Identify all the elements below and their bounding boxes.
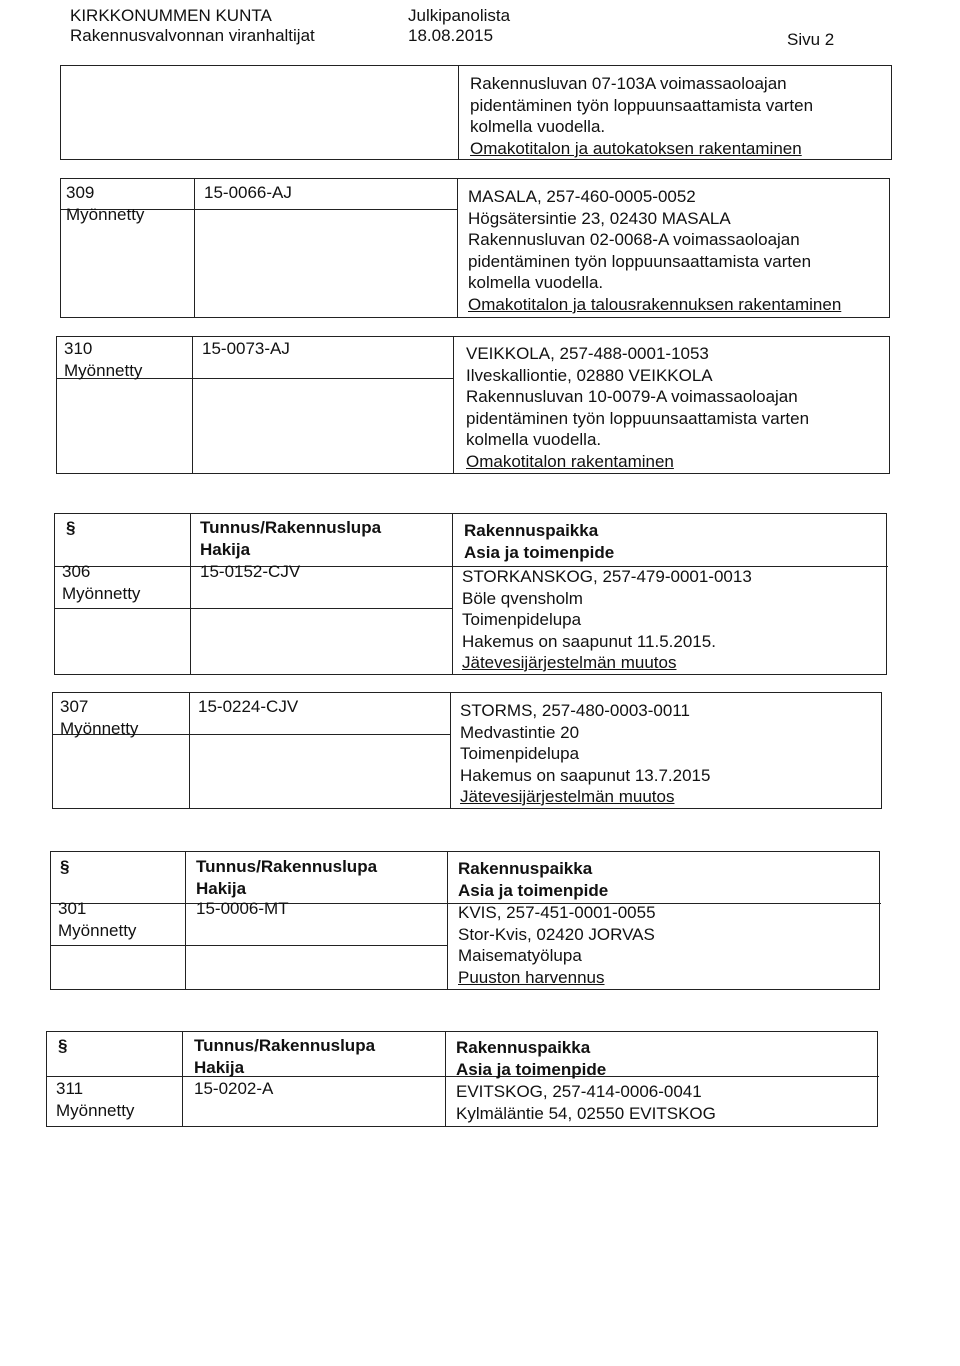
column-header: Rakennuspaikka [458,859,593,878]
column-subheader: Hakija [194,1057,245,1077]
carryover-line: kolmella vuodella. [470,117,606,136]
entry-309-number-cell [66,182,144,225]
detail-line: Rakennusluvan 10-0079-A voimassaoloajan [466,387,798,406]
carryover-line: Rakennusluvan 07-103A voimassaoloajan [470,74,787,93]
section-3-col2-header [194,1035,375,1078]
section-1-col3-header [464,520,614,563]
entry-status: Myönnetty [56,1100,135,1120]
column-header: Rakennuspaikka [456,1038,591,1057]
municipality-name: KIRKKONUMMEN KUNTA [70,6,272,25]
document-date: 18.08.2015 [408,26,494,45]
detail-line: Stor-Kvis, 02420 JORVAS [458,924,655,944]
detail-line: Högsätersintie 23, 02430 MASALA [468,208,731,228]
detail-line: Omakotitalon rakentaminen [466,451,674,471]
detail-line: Medvastintie 20 [460,722,580,742]
detail-line: Omakotitalon ja talousrakennuksen rakentaminen [468,294,842,314]
entry-311-id: 15-0202-A [194,1079,274,1098]
column-header: Tunnus/Rakennuslupa [200,518,382,537]
section-2-col3-header [458,858,608,901]
entry-301-details [458,902,656,988]
header-left [70,6,315,46]
entry-number: 309 [66,183,95,202]
page-number: Sivu 2 [787,30,835,49]
detail-line: Kylmäläntie 54, 02550 EVITSKOG [456,1103,716,1123]
entry-status: Myönnetty [64,360,143,380]
entry-status: Myönnetty [62,583,141,603]
column-header: Tunnus/Rakennuslupa [194,1036,376,1055]
section-1-col2-header [200,517,381,560]
entry-number: 311 [56,1079,84,1098]
entry-307-details [460,700,710,808]
detail-line: KVIS, 257-451-0001-0055 [458,903,656,922]
entry-number: 310 [64,339,93,358]
entry-number: 307 [60,697,89,716]
entry-306-id: 15-0152-CJV [200,562,301,581]
column-subheader: Hakija [196,878,247,898]
entry-status: Myönnetty [60,718,139,738]
entry-310-id: 15-0073-AJ [202,339,290,358]
section-2-col2-header [196,856,377,899]
carryover-line: Omakotitalon ja autokatoksen rakentaminen [470,138,802,158]
detail-line: kolmella vuodella. [466,430,602,449]
detail-line: STORKANSKOG, 257-479-0001-0013 [462,567,752,586]
entry-307-number-cell [60,696,138,739]
entry-status: Myönnetty [66,204,145,224]
entry-311-number-cell [56,1078,134,1121]
detail-line: kolmella vuodella. [468,273,604,292]
detail-line: Jätevesijärjestelmän muutos [460,787,675,806]
section-3-col3-header [456,1037,606,1080]
carryover-text [470,73,813,159]
entry-309-id: 15-0066-AJ [204,183,292,202]
detail-line: STORMS, 257-480-0003-0011 [460,701,690,720]
authority-name: Rakennusvalvonnan viranhaltijat [70,26,315,45]
entry-status: Myönnetty [58,920,137,940]
column-header: Tunnus/Rakennuslupa [196,857,378,876]
section-2-para-sign: § [60,857,70,876]
detail-line: Toimenpidelupa [462,610,582,629]
detail-line: Puuston harvennus [458,967,605,987]
detail-line: Rakennusluvan 02-0068-A voimassaoloajan [468,230,800,249]
section-3-para-sign: § [58,1036,68,1055]
column-header: Rakennuspaikka [464,521,599,540]
entry-309-details [468,186,841,315]
carryover-line: pidentäminen työn loppuunsaattamista varten [470,95,814,115]
entry-311-details [456,1081,716,1124]
column-subheader: Asia ja toimenpide [464,542,615,562]
detail-line: Jätevesijärjestelmän muutos [462,653,677,672]
header-center [408,6,510,46]
detail-line: Hakemus on saapunut 11.5.2015. [462,631,716,651]
document-type: Julkipanolista [408,6,511,25]
detail-line: pidentäminen työn loppuunsaattamista varten [468,251,812,271]
entry-307-id: 15-0224-CJV [198,697,299,716]
section-1-para-sign: § [66,518,76,537]
entry-306-details [462,566,752,674]
entry-310-number-cell [64,338,142,381]
detail-line: Böle qvensholm [462,588,583,608]
detail-line: Ilveskalliontie, 02880 VEIKKOLA [466,365,713,385]
detail-line: Toimenpidelupa [460,744,580,763]
entry-306-number-cell [62,561,140,604]
column-subheader: Hakija [200,539,251,559]
entry-301-id: 15-0006-MT [196,899,289,918]
detail-line: MASALA, 257-460-0005-0052 [468,187,696,206]
entry-310-details [466,343,809,472]
column-subheader: Asia ja toimenpide [456,1059,607,1079]
detail-line: pidentäminen työn loppuunsaattamista varten [466,408,810,428]
detail-line: VEIKKOLA, 257-488-0001-1053 [466,344,709,363]
detail-line: Maisematyölupa [458,946,582,965]
entry-301-number-cell [58,898,136,941]
detail-line: Hakemus on saapunut 13.7.2015 [460,765,711,785]
column-subheader: Asia ja toimenpide [458,880,609,900]
entry-number: 301 [58,899,87,918]
detail-line: EVITSKOG, 257-414-0006-0041 [456,1082,702,1101]
entry-number: 306 [62,562,91,581]
